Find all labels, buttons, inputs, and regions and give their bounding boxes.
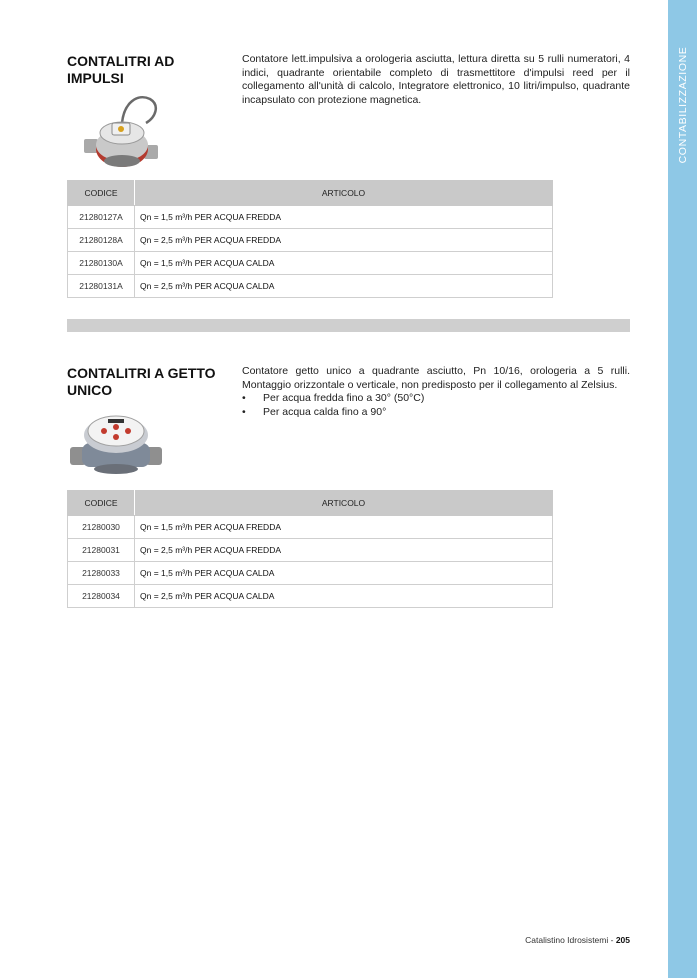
section-title: CONTALITRI AD IMPULSI (67, 53, 175, 86)
product-table (67, 490, 553, 608)
table-row (68, 585, 553, 608)
product-code: 21280131A (68, 275, 135, 298)
table-row (68, 516, 553, 539)
feature-list (242, 392, 630, 419)
sidebar-tab (668, 0, 697, 978)
page-number: 205 (615, 935, 630, 945)
product-article: Qn = 2,5 m³/h PER ACQUA FREDDA (135, 539, 553, 562)
single-jet-meter-image (70, 405, 162, 475)
feature-item: • Per acqua calda fino a 90° (242, 406, 630, 420)
product-article: Qn = 2,5 m³/h PER ACQUA CALDA (135, 585, 553, 608)
product-article: Qn = 1,5 m³/h PER ACQUA FREDDA (135, 206, 553, 229)
product-code: 21280030 (68, 516, 135, 539)
product-article: Qn = 2,5 m³/h PER ACQUA FREDDA (135, 229, 553, 252)
section-description (242, 365, 630, 420)
feature-item: • Per acqua fredda fino a 30° (50°C) (242, 392, 630, 406)
impulse-meter-image (82, 93, 162, 175)
product-code: 21280031 (68, 539, 135, 562)
column-header-article: ARTICOLO (135, 491, 553, 516)
section-title: CONTALITRI A GETTO UNICO (67, 365, 216, 398)
product-code: 21280128A (68, 229, 135, 252)
product-article: Qn = 1,5 m³/h PER ACQUA CALDA (135, 252, 553, 275)
product-code: 21280130A (68, 252, 135, 275)
table-row (68, 562, 553, 585)
product-table (67, 180, 553, 298)
product-article: Qn = 2,5 m³/h PER ACQUA CALDA (135, 275, 553, 298)
description-text: Contatore getto unico a quadrante asciutto, Pn 10/16, orologeria a 5 rulli. Montaggio orizzontale o verticale, non predisposto per il collegamento al Zelsius. (242, 365, 630, 391)
page-footer (525, 935, 630, 945)
product-code: 21280127A (68, 206, 135, 229)
catalog-name: Catalistino Idrosistemi - (525, 935, 616, 945)
table-row (68, 539, 553, 562)
product-article: Qn = 1,5 m³/h PER ACQUA FREDDA (135, 516, 553, 539)
column-header-code: CODICE (68, 181, 135, 206)
product-article: Qn = 1,5 m³/h PER ACQUA CALDA (135, 562, 553, 585)
section-divider (67, 319, 630, 332)
product-code: 21280033 (68, 562, 135, 585)
column-header-code: CODICE (68, 491, 135, 516)
section-description: Contatore lett.impulsiva a orologeria asciutta, lettura diretta su 5 rulli numeratori, 4 indici, quadrante orientabile completo di trasmettitore d'impulsi reed per il collegamento all'unità di calcolo, Integratore elettronico, 10 litri/impulso, quadrante incapsulato con protezione magnetica. (242, 53, 630, 107)
product-code: 21280034 (68, 585, 135, 608)
table-row (68, 252, 553, 275)
table-row (68, 229, 553, 252)
table-row (68, 275, 553, 298)
column-header-article: ARTICOLO (135, 181, 553, 206)
sidebar-label: CONTABILIZZAZIONE (676, 46, 689, 164)
table-row (68, 206, 553, 229)
